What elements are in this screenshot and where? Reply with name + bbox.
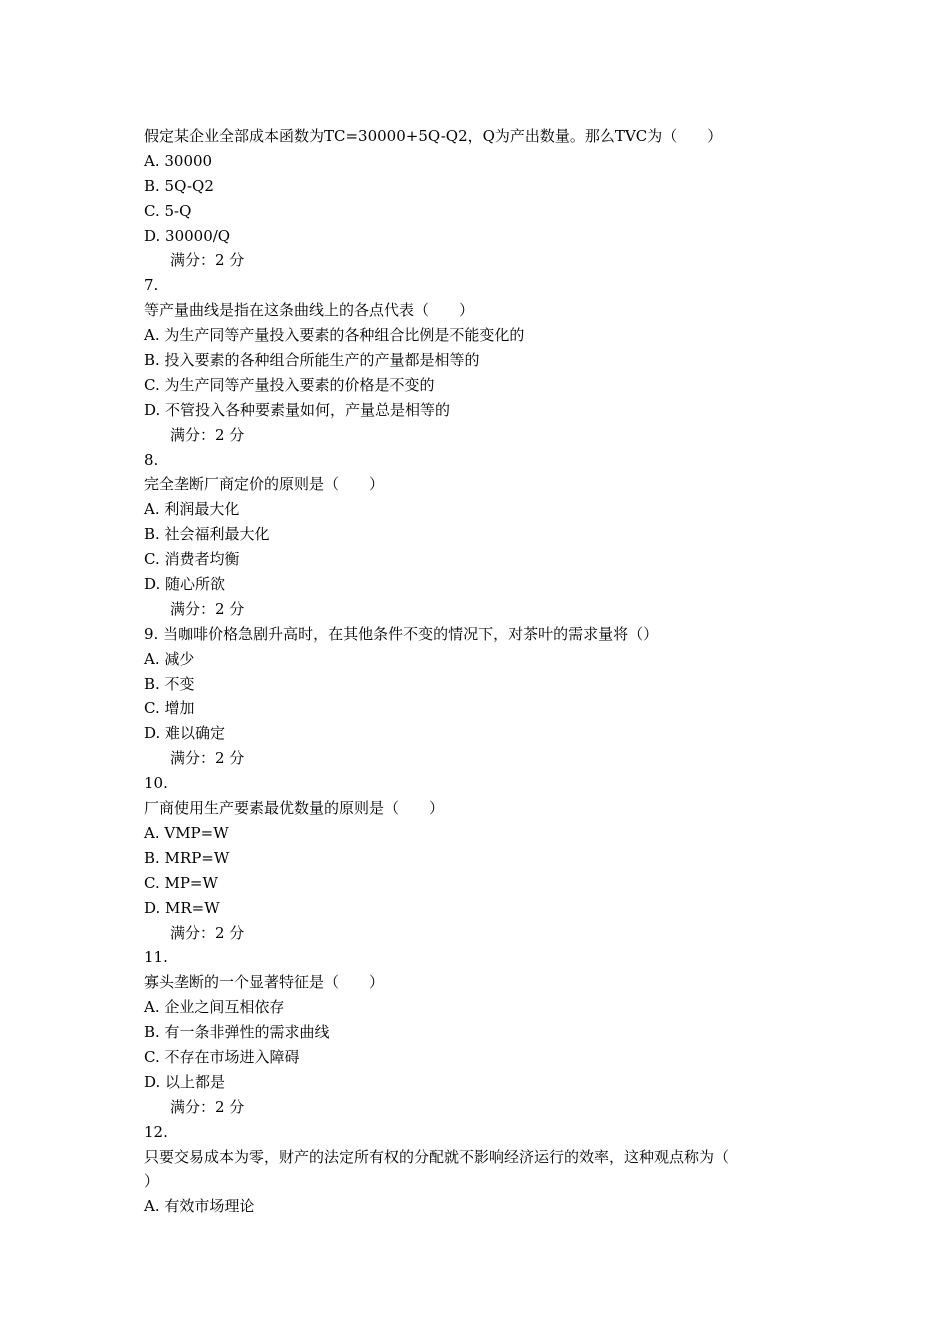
option-a: A. 利润最大化 [144, 500, 240, 519]
option-a: A. 减少 [144, 649, 195, 668]
question-number: 7. [144, 276, 159, 295]
option-b: B. 有一条非弹性的需求曲线 [144, 1023, 330, 1042]
score-line: 满分：2 分 [170, 923, 245, 942]
option-b: B. 社会福利最大化 [144, 525, 270, 544]
option-a: A. 企业之间互相依存 [144, 998, 285, 1017]
score-line: 满分：2 分 [170, 749, 245, 768]
option-b: B. 5Q-Q2 [144, 176, 214, 195]
option-c: C. 增加 [144, 699, 195, 718]
option-c: C. 不存在市场进入障碍 [144, 1047, 300, 1066]
option-b: B. 不变 [144, 674, 195, 693]
question-text-continued: ） [144, 1172, 160, 1191]
option-d: D. 30000/Q [144, 226, 231, 245]
option-c: C. 消费者均衡 [144, 550, 240, 569]
score-line: 满分：2 分 [170, 1097, 245, 1116]
option-d: D. 随心所欲 [144, 575, 226, 594]
score-line: 满分：2 分 [170, 251, 245, 270]
question-text: 完全垄断厂商定价的原则是（ ） [144, 475, 385, 494]
option-d: D. 以上都是 [144, 1072, 226, 1091]
option-c: C. 为生产同等产量投入要素的价格是不变的 [144, 375, 435, 394]
option-a: A. VMP=W [144, 823, 229, 842]
option-a: A. 30000 [144, 151, 213, 170]
question-text: 厂商使用生产要素最优数量的原则是（ ） [144, 799, 445, 818]
option-d: D. 难以确定 [144, 724, 226, 743]
option-b: B. MRP=W [144, 848, 230, 867]
question-text: 等产量曲线是指在这条曲线上的各点代表（ ） [144, 301, 475, 320]
question-number: 8. [144, 450, 159, 469]
option-a: A. 为生产同等产量投入要素的各种组合比例是不能变化的 [144, 326, 525, 345]
question-text: 寡头垄断的一个显著特征是（ ） [144, 973, 385, 992]
question-number: 10. [144, 774, 168, 793]
option-a: A. 有效市场理论 [144, 1197, 255, 1216]
option-d: D. 不管投入各种要素量如何，产量总是相等的 [144, 400, 451, 419]
option-d: D. MR=W [144, 898, 220, 917]
option-b: B. 投入要素的各种组合所能生产的产量都是相等的 [144, 351, 480, 370]
option-c: C. MP=W [144, 873, 218, 892]
score-line: 满分：2 分 [170, 599, 245, 618]
question-text: 只要交易成本为零，财产的法定所有权的分配就不影响经济运行的效率，这种观点称为（ [144, 1147, 730, 1166]
question-text: 9. 当咖啡价格急剧升高时，在其他条件不变的情况下，对茶叶的需求量将（） [144, 624, 659, 643]
question-number: 12. [144, 1122, 168, 1141]
document-page [144, 124, 824, 1219]
question-text: 假定某企业全部成本函数为TC=30000+5Q-Q2，Q为产出数量。那么TVC为（ ） [144, 127, 723, 145]
option-c: C. 5-Q [144, 201, 192, 220]
score-line: 满分：2 分 [170, 425, 245, 444]
question-number: 11. [144, 948, 168, 967]
